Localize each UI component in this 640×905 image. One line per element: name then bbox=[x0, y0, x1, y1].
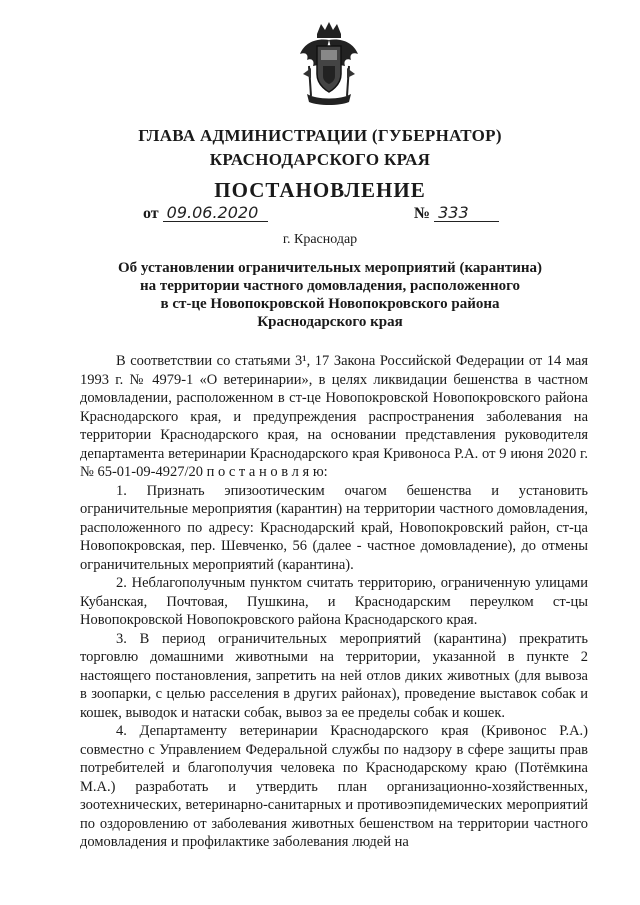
title-line: в ст-це Новопокровской Новопокровского района bbox=[160, 296, 500, 312]
title-line: Об установлении ограничительных мероприятий (карантина) bbox=[117, 260, 542, 276]
number-value: 333 bbox=[434, 204, 499, 222]
title-line: Краснодарского края bbox=[257, 314, 403, 330]
coat-of-arms-icon bbox=[297, 20, 361, 108]
date-value: 09.06.2020 bbox=[163, 204, 269, 222]
document-type: ПОСТАНОВЛЕНИЕ bbox=[214, 178, 426, 202]
issuer-line-1: ГЛАВА АДМИНИСТРАЦИИ (ГУБЕРНАТОР) bbox=[138, 126, 502, 145]
clause-1: 1. Признать эпизоотическим очагом бешенства и установить ограничительные мероприятия (карантин) на территории частного домовладения, расположенного по адресу: Краснодарский край, Новопокровский район, ст-ца Новопокровская, пер. Шевченко, 56 (далее - частное домовладение), до отмены ограничительных мероприятий (карантина). bbox=[80, 482, 588, 573]
city-of-issue: г. Краснодар bbox=[282, 232, 358, 247]
title-line: на территории частного домовладения, расположенного bbox=[139, 278, 521, 294]
clause-3: 3. В период ограничительных мероприятий (карантина) прекратить торговлю домашними животными на территории, указанной в пункте 2 настоящего постановления, запретить на ней отлов диких животных (для вывоза в зоопарки, с целью расселения в других районах), проведение выставок собак и кошек, выводок и натаски собак, вывоз за ее пределы собак и кошек. bbox=[80, 630, 588, 721]
number-field bbox=[414, 204, 499, 223]
document-body bbox=[80, 352, 588, 852]
clause-4: 4. Департаменту ветеринарии Краснодарского края (Кривонос Р.А.) совместно с Управлением Федеральной службы по надзору в сфере защиты прав потребителей и благополучия человека по Краснодарскому краю (Потёмкина М.А.) разработать и утвердить план организационно-хозяйственных, зоотехнических, ветеринарно-санитарных и противоэпидемических мероприятий по оздоровлению от заболевания животных бешенством на территории частного домовладения и профилактике заболевания людей на bbox=[80, 723, 588, 850]
document-title bbox=[110, 259, 550, 331]
number-label: № bbox=[414, 205, 431, 222]
date-field bbox=[143, 204, 268, 223]
date-label: от bbox=[143, 205, 159, 222]
preamble-paragraph: В соответствии со статьями 3¹, 17 Закона Российской Федерации от 14 мая 1993 г. № 4979-1 «О ветеринарии», в целях ликвидации бешенства в частном домовладении, расположенном в ст-це Новопокровской Новопокровского района Краснодарского края, и предупреждения распространения заболевания на территории Краснодарского края, на основании представления руководителя департамента ветеринарии Краснодарского края Кривоноса Р.А. от 9 июня 2020 г. № 65-01-09-4927/20 п о с т а н о в л я ю: bbox=[80, 353, 588, 480]
issuer-line-2: КРАСНОДАРСКОГО КРАЯ bbox=[209, 150, 431, 169]
clause-2: 2. Неблагополучным пунктом считать территорию, ограниченную улицами Кубанская, Почтовая, Пушкина, и Краснодарским переулком ст-цы Новопокровской Новопокровского района Краснодарского края. bbox=[80, 575, 588, 628]
